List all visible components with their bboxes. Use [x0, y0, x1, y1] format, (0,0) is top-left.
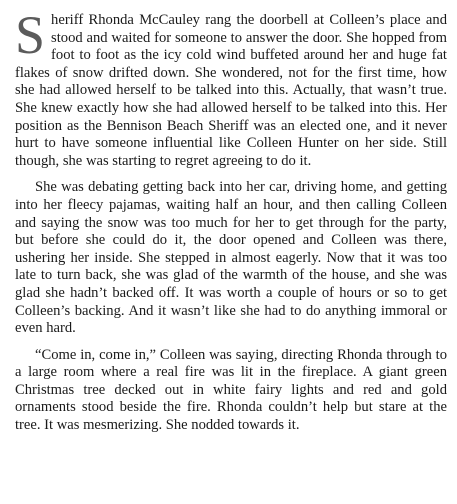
document-page [15, 5, 447, 435]
paragraph-2 [15, 179, 447, 337]
paragraph-2-text: She was debating getting back into her car, driving home, and getting into her fleecy pajamas, waiting half an hour, and then calling Colleen and saying the snow was too much for her to get through for the party, but before she could do it, the door opened and Colleen was there, ushering her inside. She stepped in almost eagerly. Now that it was too late to turn back, she was glad of the warmth of the house, and she was glad she hadn’t backed off. It was worth a couple of hours or so to get Colleen’s backing. And it wasn’t like she had to do anything immoral or even hard. [15, 179, 447, 337]
paragraph-3-text: “Come in, come in,” Colleen was saying, directing Rhonda through to a large room where a real fire was lit in the fireplace. A giant green Christmas tree decked out in white fairy lights and red and gold ornaments stood beside the fire. Rhonda couldn’t help but stare at the tree. It was mesmerizing. She nodded towards it. [15, 346, 447, 434]
paragraph-3 [15, 347, 447, 435]
drop-cap: S [15, 5, 46, 65]
paragraph-1-text: heriff Rhonda McCauley rang the doorbell at Colleen’s place and stood and waited for someone to answer the door. She hopped from foot to foot as the icy cold wind buffeted around her and huge fat flakes of snow drifted down. She wondered, not for the first time, how she had allowed herself to be talked into this. Actually, that wasn’t true. She knew exactly how she had allowed herself to be talked into this. Her position as the Bennison Beach Sheriff was an elected one, and it never hurt to have someone influential like Colleen Hunter on her side. Still though, she was starting to regret agreeing to do it. [15, 12, 447, 169]
paragraph-1 [15, 5, 447, 170]
